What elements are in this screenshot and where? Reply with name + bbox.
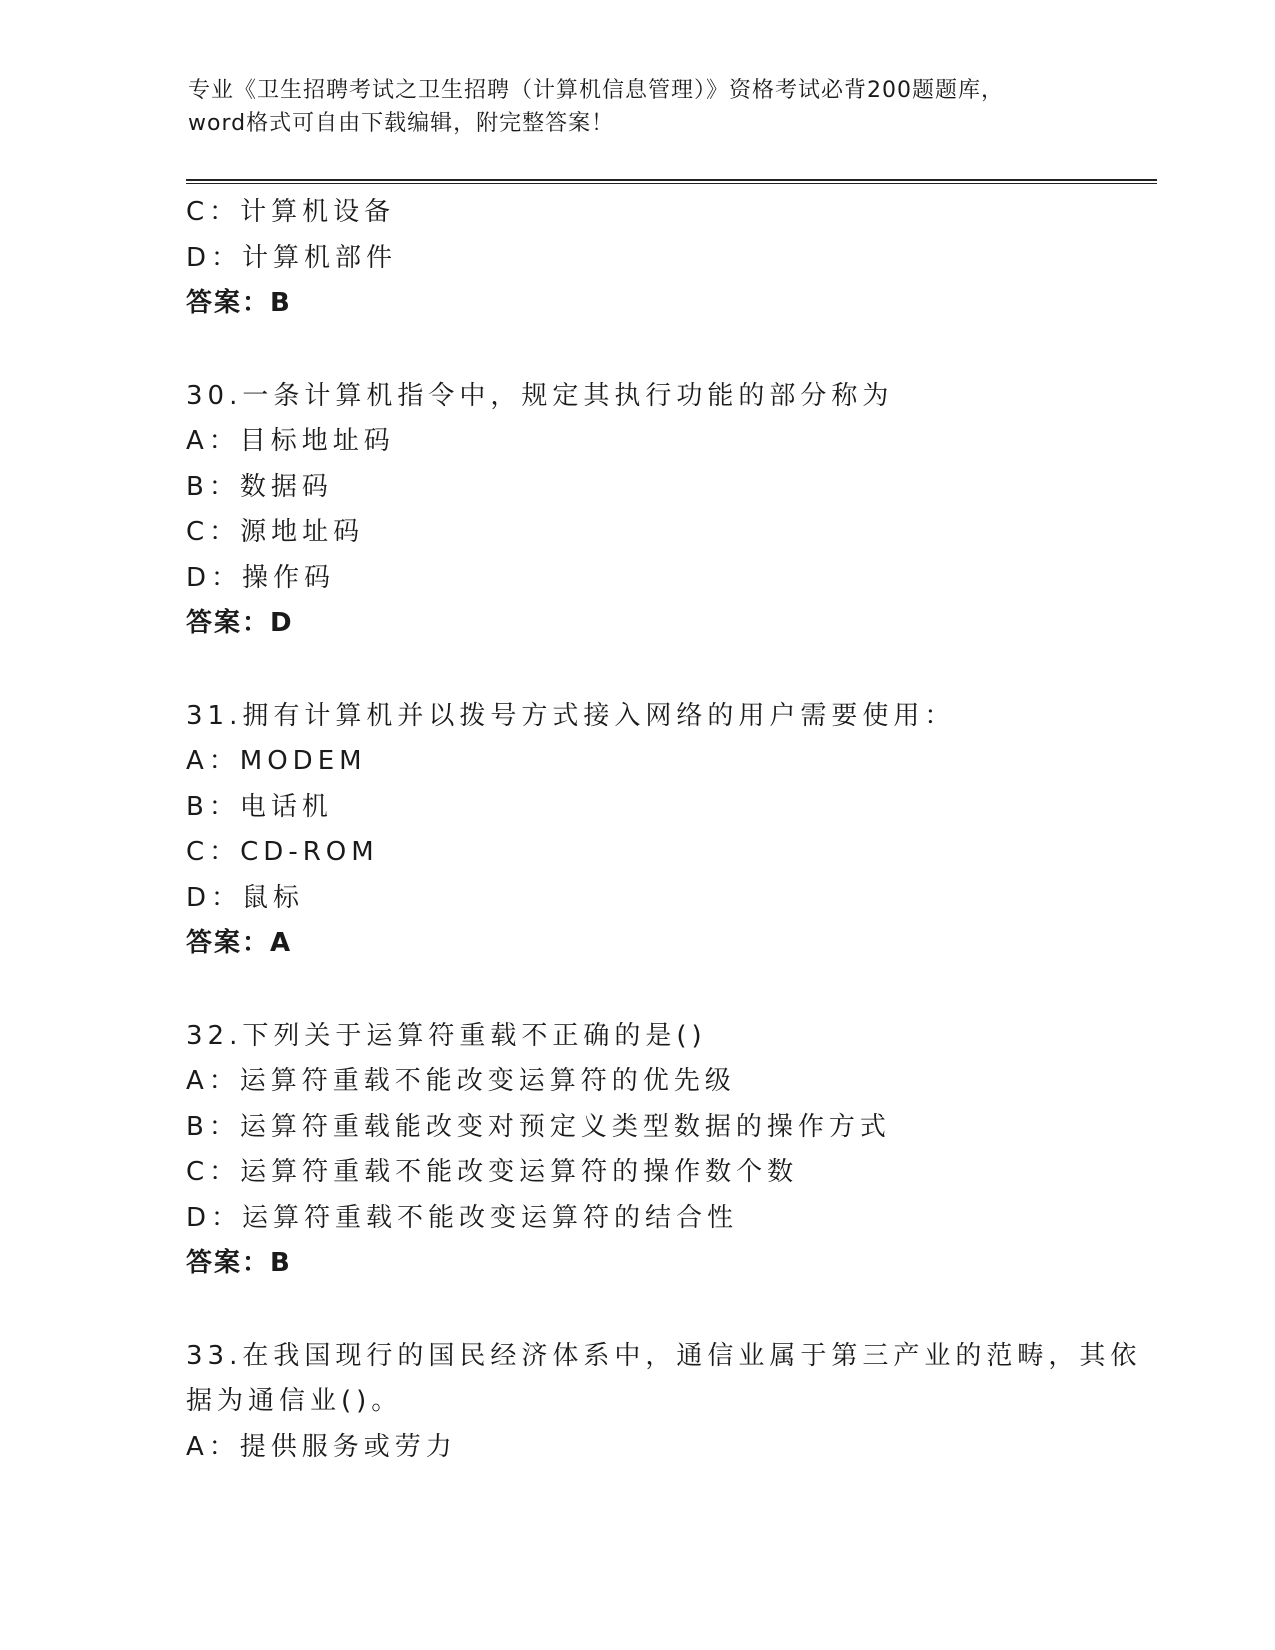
question-31 xyxy=(186,694,1086,967)
question-stem-continued: 据为通信业()。 xyxy=(186,1386,403,1416)
spacer xyxy=(186,967,1086,1014)
option-d: D：运算符重载不能改变运算符的结合性 xyxy=(186,1202,739,1233)
option-d: D：鼠标 xyxy=(186,882,305,913)
option-a: A：目标地址码 xyxy=(186,426,395,456)
option-a: A：MODEM xyxy=(186,746,367,776)
question-29-tail xyxy=(186,190,1086,327)
spacer xyxy=(186,647,1086,694)
answer-line: 答案：D xyxy=(186,608,294,638)
spacer xyxy=(186,1287,1086,1334)
question-stem: 30.一条计算机指令中，规定其执行功能的部分称为 xyxy=(186,380,894,411)
option-b: B：运算符重载能改变对预定义类型数据的操作方式 xyxy=(186,1111,891,1142)
page-header xyxy=(188,74,1088,140)
option-a: A：提供服务或劳力 xyxy=(186,1431,457,1462)
option-b: B：数据码 xyxy=(186,471,333,502)
option-c: C：运算符重载不能改变运算符的操作数个数 xyxy=(186,1157,799,1187)
question-33 xyxy=(186,1334,1142,1471)
option-b: B：电话机 xyxy=(186,791,333,822)
option-c: C：计算机设备 xyxy=(186,197,396,227)
spacer xyxy=(186,327,1086,374)
option-d: D：计算机部件 xyxy=(186,242,398,273)
option-d: D：操作码 xyxy=(186,562,336,593)
option-c: C：CD-ROM xyxy=(186,837,379,867)
option-a: A：运算符重载不能改变运算符的优先级 xyxy=(186,1066,736,1096)
question-stem: 33.在我国现行的国民经济体系中，通信业属于第三产业的范畴，其依 xyxy=(186,1340,1142,1371)
answer-line: 答案：B xyxy=(186,1248,292,1278)
question-stem: 31.拥有计算机并以拨号方式接入网络的用户需要使用： xyxy=(186,700,956,731)
question-stem: 32.下列关于运算符重载不正确的是() xyxy=(186,1020,707,1051)
question-30 xyxy=(186,374,1086,647)
option-c: C：源地址码 xyxy=(186,517,365,547)
question-32 xyxy=(186,1014,1086,1287)
header-divider xyxy=(186,179,1157,184)
answer-line: 答案：A xyxy=(186,928,293,958)
header-line-2: word格式可自由下载编辑，附完整答案！ xyxy=(188,111,615,136)
header-line-1: 专业《卫生招聘考试之卫生招聘（计算机信息管理）》资格考试必背200题题库， xyxy=(188,78,1004,103)
answer-line: 答案：B xyxy=(186,288,292,318)
question-list xyxy=(186,190,1142,1470)
